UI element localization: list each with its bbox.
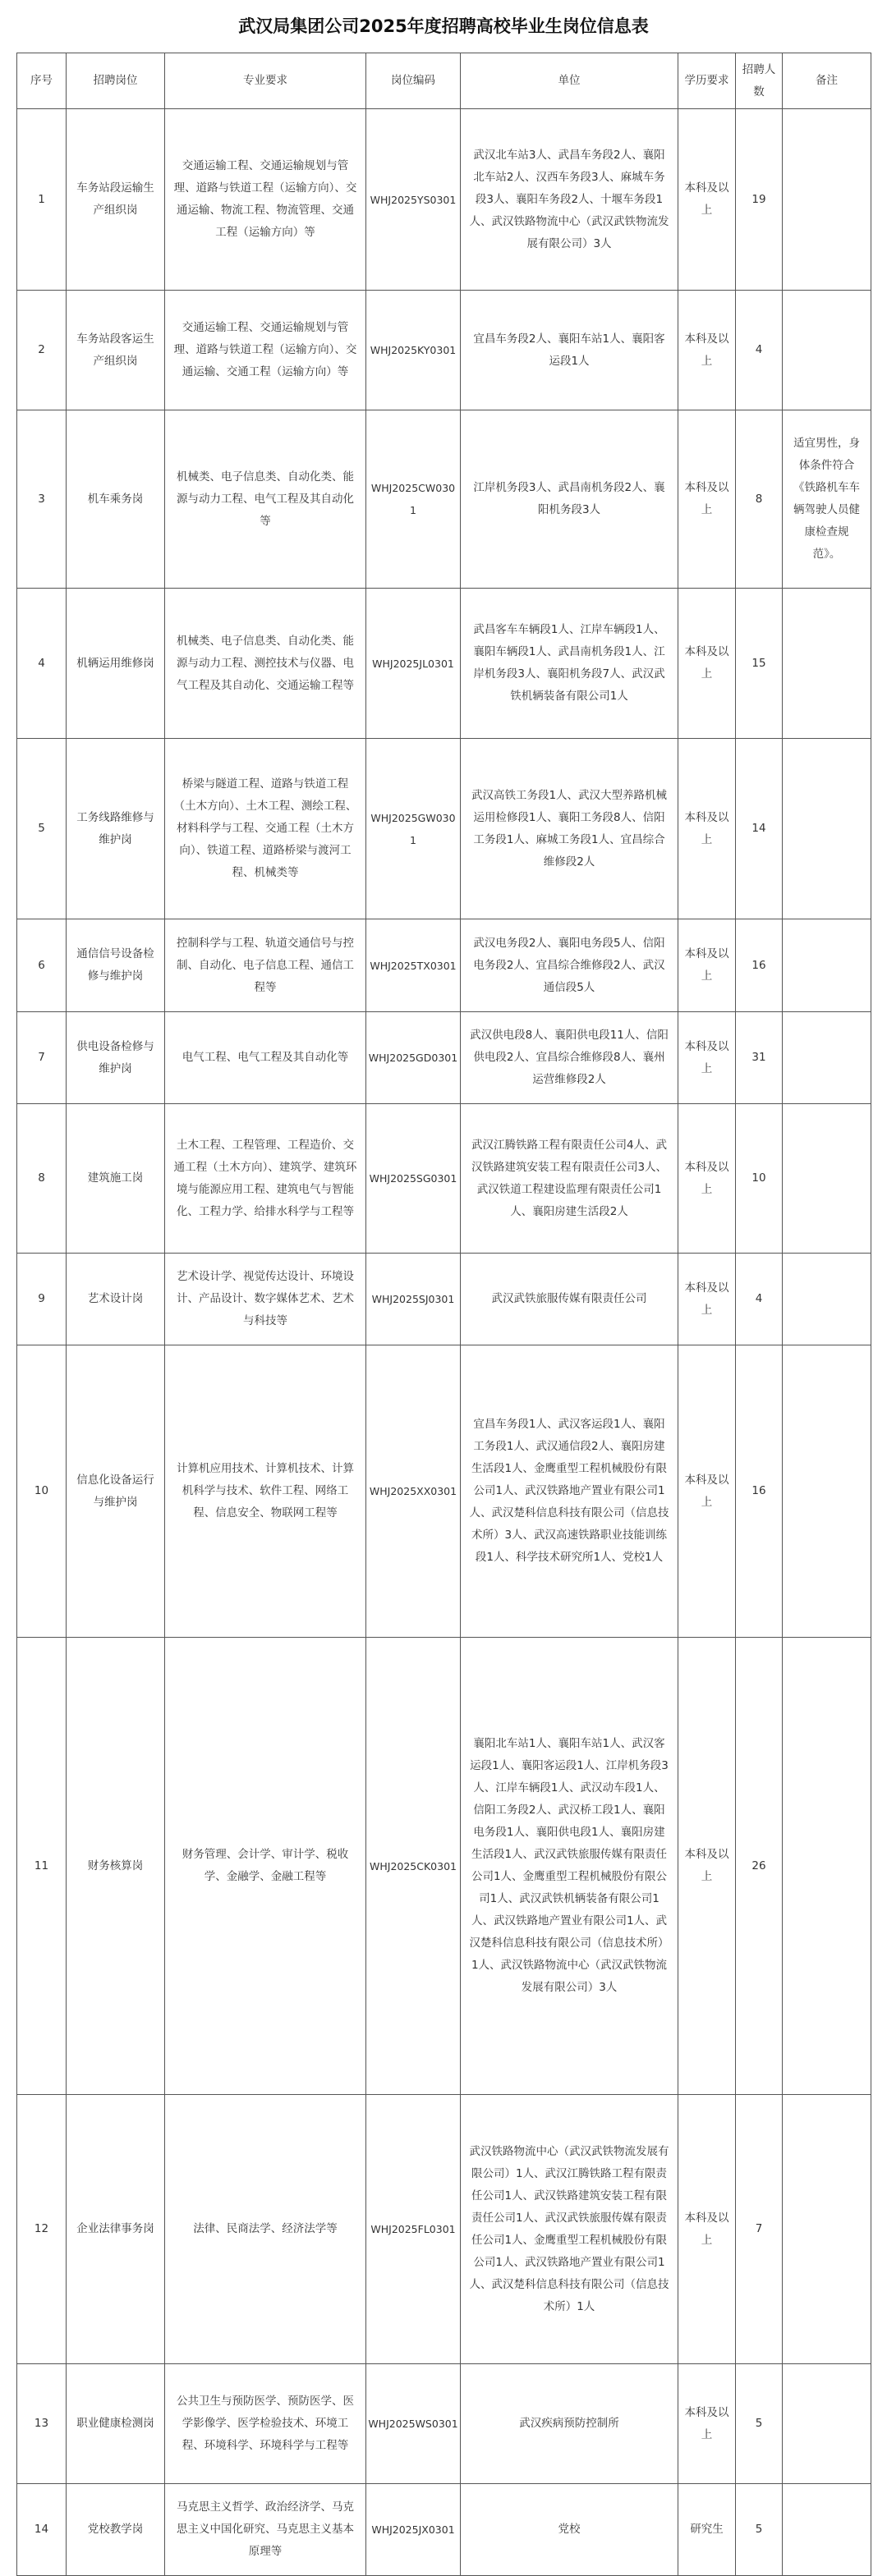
row-major: 控制科学与工程、轨道交通信号与控制、自动化、电子信息工程、通信工程等 — [165, 919, 366, 1012]
row-unit: 武汉供电段8人、襄阳供电段11人、信阳供电段2人、宜昌综合维修段8人、襄州运营维修段2人 — [461, 1012, 678, 1104]
row-count: 14 — [736, 739, 783, 919]
row-code: WHJ2025XX0301 — [366, 1345, 461, 1638]
row-no: 1 — [17, 109, 67, 291]
table-row — [17, 2095, 871, 2364]
row-note — [783, 1104, 871, 1254]
row-unit: 襄阳北车站1人、襄阳车站1人、武汉客运段1人、襄阳客运段1人、江岸机务段3人、江岸车辆段1人、武汉动车段1人、信阳工务段2人、武汉桥工段1人、襄阳电务段1人、襄阳供电段1人、襄阳房建生活段1人、武汉武铁旅服传媒有限责任公司1人、金鹰重型工程机械股份有限公司1人、武汉武铁机辆装备有限公司1人、武汉铁路地产置业有限公司1人、武汉楚科信息科技有限公司（信息技术所）1人、武汉铁路物流中心（武汉武铁物流发展有限公司）3人 — [461, 1638, 678, 2095]
table-row — [17, 291, 871, 410]
row-post: 艺术设计岗 — [67, 1254, 165, 1345]
row-edu: 本科及以上 — [678, 1104, 736, 1254]
row-code: WHJ2025GD0301 — [366, 1012, 461, 1104]
row-major: 土木工程、工程管理、工程造价、交通工程（土木方向）、建筑学、建筑环境与能源应用工程、建筑电气与智能化、工程力学、给排水科学与工程等 — [165, 1104, 366, 1254]
row-note — [783, 2095, 871, 2364]
row-no: 14 — [17, 2484, 67, 2576]
row-major: 法律、民商法学、经济法学等 — [165, 2095, 366, 2364]
row-note — [783, 1012, 871, 1104]
row-code: WHJ2025JX0301 — [366, 2484, 461, 2576]
row-no: 10 — [17, 1345, 67, 1638]
row-post: 机辆运用维修岗 — [67, 589, 165, 739]
row-edu: 研究生 — [678, 2484, 736, 2576]
row-post: 供电设备检修与维护岗 — [67, 1012, 165, 1104]
row-note — [783, 589, 871, 739]
header-no: 序号 — [17, 53, 67, 109]
row-post: 职业健康检测岗 — [67, 2364, 165, 2484]
row-major: 交通运输工程、交通运输规划与管理、道路与铁道工程（运输方向）、交通运输、交通工程（运输方向）等 — [165, 291, 366, 410]
row-major: 马克思主义哲学、政治经济学、马克思主义中国化研究、马克思主义基本原理等 — [165, 2484, 366, 2576]
row-unit: 江岸机务段3人、武昌南机务段2人、襄阳机务段3人 — [461, 410, 678, 589]
row-edu: 本科及以上 — [678, 919, 736, 1012]
row-count: 7 — [736, 2095, 783, 2364]
row-count: 16 — [736, 1345, 783, 1638]
row-edu: 本科及以上 — [678, 2095, 736, 2364]
table-row — [17, 589, 871, 739]
header-count: 招聘人数 — [736, 53, 783, 109]
header-note: 备注 — [783, 53, 871, 109]
row-unit: 武汉武铁旅服传媒有限责任公司 — [461, 1254, 678, 1345]
row-post: 财务核算岗 — [67, 1638, 165, 2095]
row-count: 5 — [736, 2364, 783, 2484]
row-note — [783, 739, 871, 919]
row-unit: 武汉江腾铁路工程有限责任公司4人、武汉铁路建筑安装工程有限责任公司3人、武汉铁道工程建设监理有限责任公司1人、襄阳房建生活段2人 — [461, 1104, 678, 1254]
row-unit: 武汉疾病预防控制所 — [461, 2364, 678, 2484]
row-unit: 武汉北车站3人、武昌车务段2人、襄阳北车站2人、汉西车务段3人、麻城车务段3人、襄阳车务段2人、十堰车务段1人、武汉铁路物流中心（武汉武铁物流发展有限公司）3人 — [461, 109, 678, 291]
table-row — [17, 1012, 871, 1104]
row-no: 4 — [17, 589, 67, 739]
row-note — [783, 1638, 871, 2095]
row-edu: 本科及以上 — [678, 1012, 736, 1104]
row-unit: 武昌客车车辆段1人、江岸车辆段1人、襄阳车辆段1人、武昌南机务段1人、江岸机务段3人、襄阳机务段7人、武汉武铁机辆装备有限公司1人 — [461, 589, 678, 739]
row-post: 企业法律事务岗 — [67, 2095, 165, 2364]
row-edu: 本科及以上 — [678, 589, 736, 739]
row-note — [783, 2364, 871, 2484]
row-count: 4 — [736, 1254, 783, 1345]
row-edu: 本科及以上 — [678, 739, 736, 919]
row-unit: 党校 — [461, 2484, 678, 2576]
row-code: WHJ2025CW0301 — [366, 410, 461, 589]
row-no: 12 — [17, 2095, 67, 2364]
job-table — [16, 53, 871, 2576]
row-no: 5 — [17, 739, 67, 919]
row-unit: 武汉铁路物流中心（武汉武铁物流发展有限公司）1人、武汉江腾铁路工程有限责任公司1人、武汉铁路建筑安装工程有限责任公司1人、武汉武铁旅服传媒有限责任公司1人、金鹰重型工程机械股份有限公司1人、武汉铁路地产置业有限公司1人、武汉楚科信息科技有限公司（信息技术所）1人 — [461, 2095, 678, 2364]
row-edu: 本科及以上 — [678, 410, 736, 589]
row-major: 财务管理、会计学、审计学、税收学、金融学、金融工程等 — [165, 1638, 366, 2095]
table-row — [17, 1345, 871, 1638]
row-code: WHJ2025GW0301 — [366, 739, 461, 919]
row-note — [783, 2484, 871, 2576]
row-note — [783, 1345, 871, 1638]
row-unit: 宜昌车务段1人、武汉客运段1人、襄阳工务段1人、武汉通信段2人、襄阳房建生活段1人、金鹰重型工程机械股份有限公司1人、武汉铁路地产置业有限公司1人、武汉楚科信息科技有限公司（信息技术所）3人、武汉高速铁路职业技能训练段1人、科学技术研究所1人、党校1人 — [461, 1345, 678, 1638]
table-row — [17, 1638, 871, 2095]
row-major: 桥梁与隧道工程、道路与铁道工程（土木方向）、土木工程、测绘工程、材料科学与工程、交通工程（土木方向）、铁道工程、道路桥梁与渡河工程、机械类等 — [165, 739, 366, 919]
row-edu: 本科及以上 — [678, 109, 736, 291]
row-note — [783, 919, 871, 1012]
row-edu: 本科及以上 — [678, 291, 736, 410]
table-row — [17, 1254, 871, 1345]
row-count: 19 — [736, 109, 783, 291]
row-note: 适宜男性，身体条件符合《铁路机车车辆驾驶人员健康检查规范》。 — [783, 410, 871, 589]
header-major: 专业要求 — [165, 53, 366, 109]
row-post: 工务线路维修与维护岗 — [67, 739, 165, 919]
row-note — [783, 1254, 871, 1345]
table-header-row — [17, 53, 871, 109]
row-code: WHJ2025SJ0301 — [366, 1254, 461, 1345]
row-code: WHJ2025WS0301 — [366, 2364, 461, 2484]
row-major: 艺术设计学、视觉传达设计、环境设计、产品设计、数字媒体艺术、艺术与科技等 — [165, 1254, 366, 1345]
row-post: 车务站段运输生产组织岗 — [67, 109, 165, 291]
table-row — [17, 2364, 871, 2484]
header-post: 招聘岗位 — [67, 53, 165, 109]
row-no: 6 — [17, 919, 67, 1012]
row-edu: 本科及以上 — [678, 2364, 736, 2484]
table-row — [17, 739, 871, 919]
row-unit: 武汉高铁工务段1人、武汉大型养路机械运用检修段1人、襄阳工务段8人、信阳工务段1人、麻城工务段1人、宜昌综合维修段2人 — [461, 739, 678, 919]
header-unit: 单位 — [461, 53, 678, 109]
row-no: 7 — [17, 1012, 67, 1104]
row-no: 9 — [17, 1254, 67, 1345]
row-count: 8 — [736, 410, 783, 589]
row-count: 15 — [736, 589, 783, 739]
row-post: 车务站段客运生产组织岗 — [67, 291, 165, 410]
row-no: 2 — [17, 291, 67, 410]
row-unit: 宜昌车务段2人、襄阳车站1人、襄阳客运段1人 — [461, 291, 678, 410]
row-count: 26 — [736, 1638, 783, 2095]
row-code: WHJ2025FL0301 — [366, 2095, 461, 2364]
table-row — [17, 1104, 871, 1254]
row-count: 31 — [736, 1012, 783, 1104]
row-code: WHJ2025YS0301 — [366, 109, 461, 291]
row-code: WHJ2025CK0301 — [366, 1638, 461, 2095]
table-row — [17, 919, 871, 1012]
row-code: WHJ2025TX0301 — [366, 919, 461, 1012]
header-edu: 学历要求 — [678, 53, 736, 109]
row-post: 机车乘务岗 — [67, 410, 165, 589]
row-edu: 本科及以上 — [678, 1345, 736, 1638]
page-title: 武汉局集团公司2025年度招聘高校毕业生岗位信息表 — [238, 16, 649, 36]
row-post: 建筑施工岗 — [67, 1104, 165, 1254]
table-row — [17, 109, 871, 291]
table-row — [17, 2484, 871, 2576]
row-major: 电气工程、电气工程及其自动化等 — [165, 1012, 366, 1104]
row-note — [783, 109, 871, 291]
header-code: 岗位编码 — [366, 53, 461, 109]
row-no: 3 — [17, 410, 67, 589]
row-post: 信息化设备运行与维护岗 — [67, 1345, 165, 1638]
row-no: 11 — [17, 1638, 67, 2095]
table-row — [17, 410, 871, 589]
row-major: 机械类、电子信息类、自动化类、能源与动力工程、测控技术与仪器、电气工程及其自动化、交通运输工程等 — [165, 589, 366, 739]
row-edu: 本科及以上 — [678, 1638, 736, 2095]
row-count: 10 — [736, 1104, 783, 1254]
row-count: 5 — [736, 2484, 783, 2576]
row-note — [783, 291, 871, 410]
row-edu: 本科及以上 — [678, 1254, 736, 1345]
row-post: 党校教学岗 — [67, 2484, 165, 2576]
row-count: 4 — [736, 291, 783, 410]
row-no: 8 — [17, 1104, 67, 1254]
row-major: 计算机应用技术、计算机技术、计算机科学与技术、软件工程、网络工程、信息安全、物联网工程等 — [165, 1345, 366, 1638]
row-major: 机械类、电子信息类、自动化类、能源与动力工程、电气工程及其自动化等 — [165, 410, 366, 589]
row-code: WHJ2025SG0301 — [366, 1104, 461, 1254]
row-major: 交通运输工程、交通运输规划与管理、道路与铁道工程（运输方向）、交通运输、物流工程、物流管理、交通工程（运输方向）等 — [165, 109, 366, 291]
row-no: 13 — [17, 2364, 67, 2484]
row-post: 通信信号设备检修与维护岗 — [67, 919, 165, 1012]
row-code: WHJ2025KY0301 — [366, 291, 461, 410]
row-major: 公共卫生与预防医学、预防医学、医学影像学、医学检验技术、环境工程、环境科学、环境科学与工程等 — [165, 2364, 366, 2484]
row-unit: 武汉电务段2人、襄阳电务段5人、信阳电务段2人、宜昌综合维修段2人、武汉通信段5人 — [461, 919, 678, 1012]
row-count: 16 — [736, 919, 783, 1012]
row-code: WHJ2025JL0301 — [366, 589, 461, 739]
